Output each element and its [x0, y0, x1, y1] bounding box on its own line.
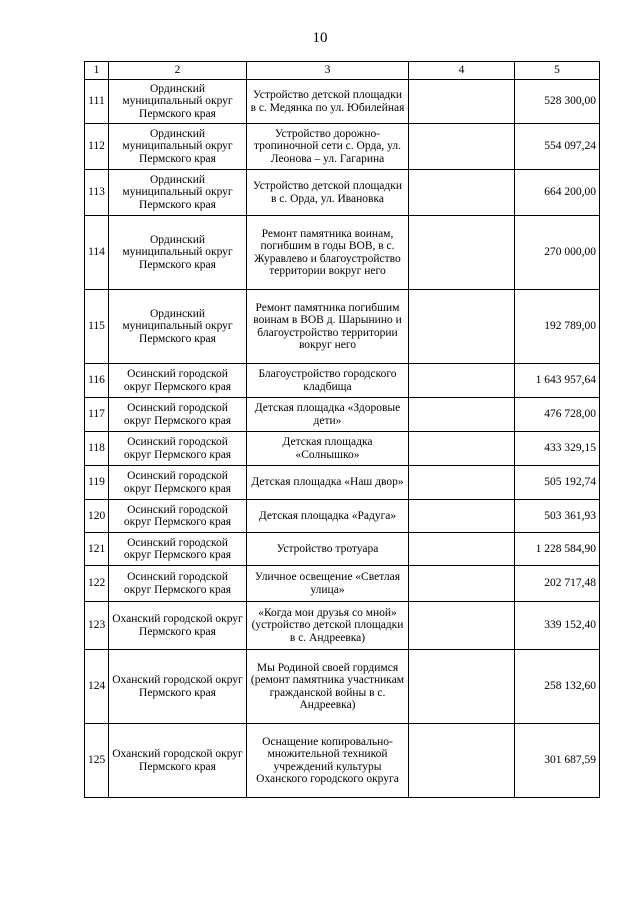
header-cell-1: 1	[85, 62, 109, 80]
data-table	[84, 61, 600, 798]
table-row	[85, 500, 600, 533]
row-number: 124	[85, 650, 109, 724]
amount-cell: 433 329,15	[515, 432, 600, 466]
municipality-cell: Осинский городской округ Пермского края	[109, 466, 247, 500]
project-cell: Уличное освещение «Светлая улица»	[247, 566, 409, 602]
column-4-cell	[409, 724, 515, 798]
table-row	[85, 602, 600, 650]
project-cell: Детская площадка «Солнышко»	[247, 432, 409, 466]
column-4-cell	[409, 533, 515, 566]
municipality-cell: Осинский городской округ Пермского края	[109, 364, 247, 398]
amount-cell: 192 789,00	[515, 290, 600, 364]
project-cell: Благоустройство городского кладбища	[247, 364, 409, 398]
amount-cell: 258 132,60	[515, 650, 600, 724]
header-cell-5: 5	[515, 62, 600, 80]
project-cell: Мы Родиной своей гордимся (ремонт памятника участникам гражданской войны в с. Андреевка)	[247, 650, 409, 724]
amount-cell: 503 361,93	[515, 500, 600, 533]
column-4-cell	[409, 398, 515, 432]
row-number: 117	[85, 398, 109, 432]
header-cell-4: 4	[409, 62, 515, 80]
row-number: 115	[85, 290, 109, 364]
header-cell-2: 2	[109, 62, 247, 80]
project-cell: Устройство тротуара	[247, 533, 409, 566]
column-4-cell	[409, 602, 515, 650]
municipality-cell: Ординский муниципальный округ Пермского края	[109, 80, 247, 124]
row-number: 113	[85, 170, 109, 216]
header-cell-3: 3	[247, 62, 409, 80]
row-number: 118	[85, 432, 109, 466]
municipality-cell: Оханский городской округ Пермского края	[109, 650, 247, 724]
page-number: 10	[312, 30, 328, 46]
column-4-cell	[409, 170, 515, 216]
column-4-cell	[409, 650, 515, 724]
table-row	[85, 170, 600, 216]
row-number: 114	[85, 216, 109, 290]
amount-cell: 505 192,74	[515, 466, 600, 500]
row-number: 120	[85, 500, 109, 533]
table-row	[85, 290, 600, 364]
row-number: 121	[85, 533, 109, 566]
column-4-cell	[409, 364, 515, 398]
amount-cell: 1 228 584,90	[515, 533, 600, 566]
row-number: 116	[85, 364, 109, 398]
amount-cell: 476 728,00	[515, 398, 600, 432]
project-cell: Оснащение копировально-множительной техникой учреждений культуры Оханского городского округа	[247, 724, 409, 798]
table-row	[85, 566, 600, 602]
row-number: 123	[85, 602, 109, 650]
amount-cell: 270 000,00	[515, 216, 600, 290]
row-number: 111	[85, 80, 109, 124]
row-number: 112	[85, 124, 109, 170]
municipality-cell: Оханский городской округ Пермского края	[109, 724, 247, 798]
municipality-cell: Ординский муниципальный округ Пермского края	[109, 216, 247, 290]
table-row	[85, 364, 600, 398]
column-4-cell	[409, 466, 515, 500]
municipality-cell: Осинский городской округ Пермского края	[109, 432, 247, 466]
column-4-cell	[409, 216, 515, 290]
amount-cell: 664 200,00	[515, 170, 600, 216]
municipality-cell: Осинский городской округ Пермского края	[109, 500, 247, 533]
table-row	[85, 533, 600, 566]
project-cell: Устройство детской площадки в с. Медянка по ул. Юбилейная	[247, 80, 409, 124]
project-cell: Устройство дорожно-тропиночной сети с. Орда, ул. Леонова – ул. Гагарина	[247, 124, 409, 170]
project-cell: «Когда мои друзья со мной» (устройство детской площадки в с. Андреевка)	[247, 602, 409, 650]
project-cell: Детская площадка «Радуга»	[247, 500, 409, 533]
amount-cell: 301 687,59	[515, 724, 600, 798]
project-cell: Детская площадка «Наш двор»	[247, 466, 409, 500]
column-4-cell	[409, 500, 515, 533]
table-row	[85, 466, 600, 500]
project-cell: Детская площадка «Здоровые дети»	[247, 398, 409, 432]
table-row	[85, 724, 600, 798]
column-4-cell	[409, 432, 515, 466]
municipality-cell: Ординский муниципальный округ Пермского края	[109, 170, 247, 216]
column-4-cell	[409, 124, 515, 170]
municipality-cell: Оханский городской округ Пермского края	[109, 602, 247, 650]
header-row	[85, 62, 600, 80]
column-4-cell	[409, 566, 515, 602]
municipality-cell: Ординский муниципальный округ Пермского края	[109, 290, 247, 364]
amount-cell: 339 152,40	[515, 602, 600, 650]
table-row	[85, 124, 600, 170]
amount-cell: 1 643 957,64	[515, 364, 600, 398]
table-row	[85, 432, 600, 466]
row-number: 122	[85, 566, 109, 602]
table-row	[85, 216, 600, 290]
project-cell: Ремонт памятника воинам, погибшим в годы ВОВ, в с. Журавлево и благоустройство территории вокруг него	[247, 216, 409, 290]
project-cell: Устройство детской площадки в с. Орда, ул. Ивановка	[247, 170, 409, 216]
table-row	[85, 398, 600, 432]
municipality-cell: Осинский городской округ Пермского края	[109, 533, 247, 566]
row-number: 119	[85, 466, 109, 500]
column-4-cell	[409, 290, 515, 364]
amount-cell: 528 300,00	[515, 80, 600, 124]
table-row	[85, 650, 600, 724]
municipality-cell: Осинский городской округ Пермского края	[109, 566, 247, 602]
row-number: 125	[85, 724, 109, 798]
project-cell: Ремонт памятника погибшим воинам в ВОВ д. Шарынино и благоустройство территории вокруг него	[247, 290, 409, 364]
column-4-cell	[409, 80, 515, 124]
municipality-cell: Ординский муниципальный округ Пермского края	[109, 124, 247, 170]
amount-cell: 202 717,48	[515, 566, 600, 602]
amount-cell: 554 097,24	[515, 124, 600, 170]
municipality-cell: Осинский городской округ Пермского края	[109, 398, 247, 432]
table-row	[85, 80, 600, 124]
